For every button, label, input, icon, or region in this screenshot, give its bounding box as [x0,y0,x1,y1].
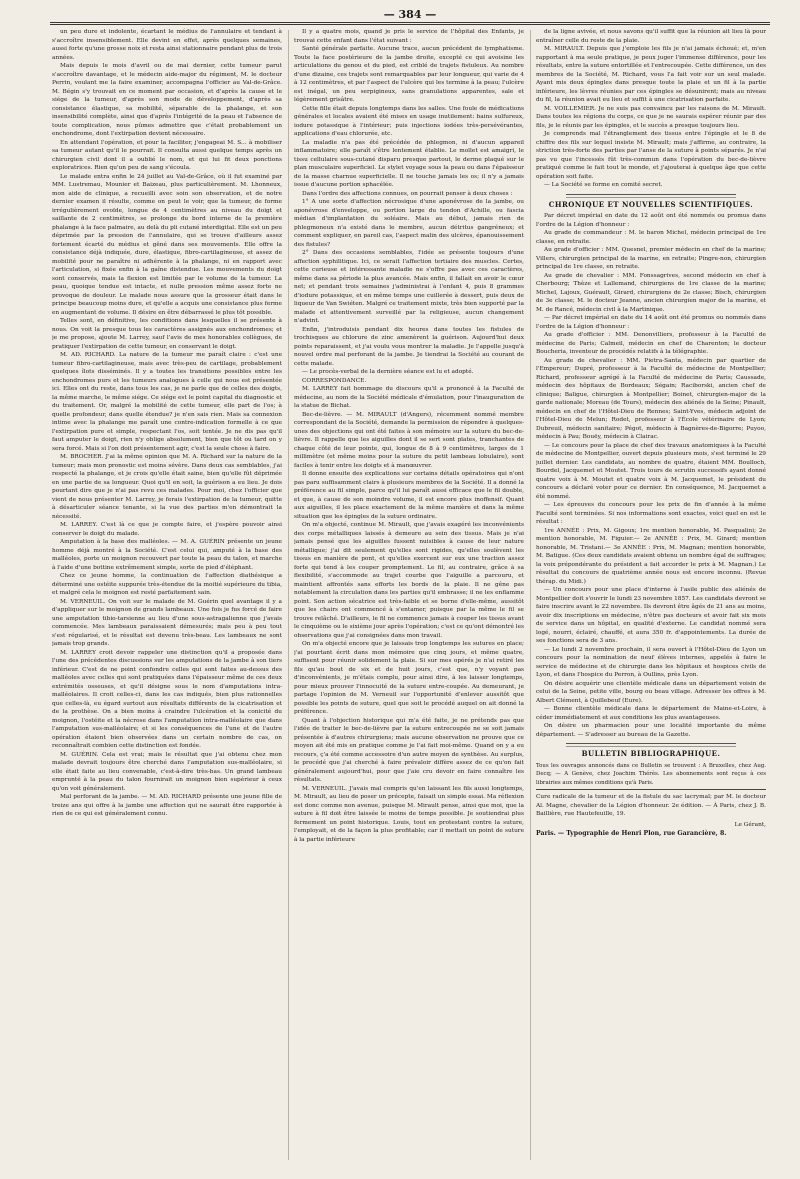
paragraph: Cette fille était depuis longtemps dans les salles. Une foule de médications générales et locales avaient été mises en usage inutilement: bains sulfureux, iodure potassique à l'intérieur; puis injections iodées très-persévérantes, applications d'eau chlorurée, etc. [294,105,524,137]
paragraph: — La Société se forme en comité secret. [544,182,663,188]
column-3 [536,28,766,1168]
paragraph: 2° Dans des occasions semblables, l'idée se présente toujours d'une affection syphilitique. Ici, ce serait l'affection tertiaire des muscles. Certes, cette curieuse et intéressante maladie ne s'offre pas avec ces caractères, même dans sa période la plus avancée. Mais enfin, il fallait en avoir le cœur net; et pendant trois semaines j'administrai à l'enfant 4, puis 8 grammes d'iodure potassique, et en même temps une cuillerée à dessert, puis deux de liqueur de Van Swiéten. Malgré ce traitement mixte, très bien supporté par la malade et attentivement surveillé par la religieuse, aucun changement n'advint. [294,250,524,324]
paragraph: On désire un pharmacien pour une localité importante du même département. — S'adresser au bureau de la Gazette. [536,723,766,738]
paragraph: Bec-de-lièvre. — M. MIRAULT (d'Angers), récemment nommé membre correspondant de la Société, demande la permission de répondre à quelques-unes des objections qui ont été faites à son mémoire sur la suture du bec-de-lièvre. Il rappelle que les aiguilles dont il se sert sont plates, tranchantes de chaque côté de leur pointe, qui, longue de 8 à 9 centimètres, larges de 1 millimètre (et même moins pour la suture du petit lambeau lobulaire), sont faciles à tenir entre les doigts et à manœuvrer. [294,411,524,469]
paragraph: M. VERNEUIL. On voit sur le malade de M. Guérin quel avantage il y a d'appliquer sur le moignon de grands lambeaux. Une fois je fus forcé de faire une amputation tibio-tarsienne au lieu d'une sous-astragalienne que j'avais commencée. Mes lambeaux paraissaient démesurés; mais peu à peu tout s'est régularisé, et le résultat est devenu très-beau. Les lambeaux ne sont jamais trop grands. [52,598,282,647]
page-number: — 384 — [383,8,437,21]
paragraph: Enfin, j'introduisis pendant dix heures dans toutes les fistules de trochisques au chlorure de zinc amenèrent la guérison. Aujourd'hui deux points reparaissent, et j'ai voulu vous montrer la maladie. Je l'appelle jusqu'à nouvel ordre mal perforant de la jambe. Je tiendrai la Société au courant de cette malade. [294,326,524,367]
paragraph: 1° A une sorte d'affection nécrosique d'une aponévrose de la jambe, ou aponévrose d'enveloppe, ou portion large du tendon d'Achille, ou fascia médian d'implantation du soléaire. Mais au début, jamais rien de phlegmoneux n'a existé dans le membre, aucun détritus gangréneux; et comment expliquer, en pareil cas, l'aspect malin des ulcères, épanouissement des fistules? [294,199,524,248]
paragraph: Au grade de chevalier : MM. Pietra-Santa, médecin par quartier de l'Empereur; Dupré, professeur à la Faculté de médecine de Montpellier; Richard, professeur agrégé à la Faculté de médecine de Paris; Caussade, médecin des hôpitaux de Bordeaux; Ségain; Raciborski, ancien chef de clinique; Baligue, chirurgien à Montpellier; Boinet, chirurgien-major de la garde nationale; Moreau (de Tours), médecin des aliénés de la Seine; Pinault, médecin en chef de l'Hôtel-Dieu de Rennes; Saint-Yves, médecin adjoint de l'Hôtel-Dieu de Melun; Rodet, professeur à l'École vétérinaire de Lyon; Dubreuil, médecin sanitaire; Pégot, médecin à Bagnères-de-Bigorre; Puyoo, médecin à Pau; Bouëy, médecin à Clairac. [536,357,766,440]
section-separator [566,194,736,198]
paragraph: M. BROCHER. J'ai la même opinion que M. A. Richard sur la nature de la tumeur; mais mon pronostic est moins sévère. Dans deux cas semblables, j'ai respecté la phalange, et je crois qu'elle était saine, bien qu'elle fût déprimée en une partie de sa longueur. Quoi qu'il en soit, la guérison a eu lieu. Je dois pourtant dire que je n'ai pas revu ces malades. Pour moi, chez l'officier que vient de nous présenter M. Larrey, je ferais l'extirpation de la tumeur, quitte à désarticuler séance tenante, si la vue des parties m'en démontrait la nécessité. [52,454,282,520]
paragraph: Chez ce jeune homme, la continuation de l'affection diathésique a déterminé une ostéite suppurée très-étendue de la moitié supérieure du tibia, et malgré cela le moignon est resté parfaitement sain. [52,573,282,596]
paragraph: — Bonne clientèle médicale dans le département de Maine-et-Loire, à céder immédiatement et aux conditions les plus avantageuses. [536,706,766,721]
paragraph: Au grade d'officier : MM. Denonvilliers, professeur à la Faculté de médecine de Paris; Calmeil, médecin en chef de Charenton; le docteur Boucheria, inventeur de procédés relatifs à la télégraphie. [536,332,766,355]
column-divider [288,30,289,1160]
paragraph: Au grade de chevalier : MM. Fonssagrives, second médecin en chef à Cherbourg; Thèze et Lallemand, chirurgiens de 1re classe de la marine; Michel, Lajoux, Guérault, Girard, chirurgiens de 2e classe; Bisch, chirurgien de 3e classe; M. le docteur Jeanne, ancien chirurgien major de la marine, et M. de Rancé, médecin civil à la Martinique. [536,272,766,313]
paragraph: M. MIRAULT. Depuis que j'emploie les fils je n'ai jamais échoué; et, m'en rapportant à ma seule pratique, je peux juger l'immense différence, pour les résultats, entre la suture entortillée et l'entrecoupée. Cette différence, un des membres de la Société, M. Richard, vous l'a fait voir sur un seul malade. Ayant mis deux épingles dans presque toute la plaie et un fil à la partie inférieure, les lèvres réunies par ces épingles se désunirent; mais au niveau du fil, la réunion avait eu lieu et suffit à une cicatrisation parfaite. [536,46,766,103]
paragraph: Au grade d'officier : MM. Quesnel, premier médecin en chef de la marine; Villers, chirurgien principal de la marine, en retraite; Pingre-non, chirurgien principal de 1re classe, en retraite. [536,247,766,270]
paragraph: M. VOILLEMIER. Je ne suis pas convaincu par les raisons de M. Mirault. Dans toutes les régions du corps, ce que je ne saurais espérer réunir par des fils, je le réunis par les épingles, et le succès a presque toujours lieu. [536,105,766,129]
paragraph: M. VERNEUIL. J'avais mal compris qu'en laissant les fils aussi longtemps, M. Mirault, au lieu de poser un précepte, faisait un simple essai. Ma réflexion est donc comme non avenue, puisque M. Mirault pense, ainsi que moi, que la suture à fil doit être laissée le moins de temps possible. Je soutiendrai plus fermement un point historique. Louis, tout en protestant contre la suture, l'employait, et de la façon la plus profitable; car il mettait un point de suture à la partie inférieure [294,785,524,843]
paragraph: CORRESPONDANCE. [302,377,367,384]
paragraph: Quant à l'objection historique qui m'a été faite, je ne prétends pas que l'idée de traiter le bec-de-lièvre par la suture entrecoupée ne se soit jamais présentée à d'autres chirurgiens; mais aucune observation ne prouve que ce moyen ait été mis en pratique comme je l'ai fait moi-même. Quand on y a eu recours, ç'a été comme accessoire d'un autre moyen de synthèse. Au surplus, le procédé que j'ai cherché à faire prévaloir diffère assez de ce qu'on fait généralement aujourd'hui, pour que j'aie cru devoir en faire connaître les résultats. [294,717,524,783]
header-rule [50,22,770,25]
column-2 [294,28,524,1168]
paragraph: de la ligne avivée, et nous savons qu'il suffit que la réunion ait lieu là pour entraîner celle du reste de la plaie. [536,29,766,44]
column-divider [530,30,531,1160]
paragraph: Amputation à la base des malléoles. — M. A. GUÉRIN présente un jeune homme déjà montré à la Société. C'est celui qui, amputé à la base des malléoles, porte un moignon recouvert par toute la peau du talon, et marche à l'aide d'une bottine extrêmement simple, sorte de pied d'éléphant. [52,539,282,571]
paragraph: On m'a objecté, continue M. Mirault, que j'avais exagéré les inconvénients des corps métalliques laissés à demeure au sein des tissus. Mais je n'ai jamais pensé que les aiguilles fussent nuisibles à cause de leur nature métallique; j'ai dit seulement qu'elles sont rigides, qu'elles soulèvent les tissus en manière de pont, et qu'elles exercent sur eux une traction assez forte qui tend à les couper promptement. Le fil, au contraire, grâce à sa flexibilité, s'accommode au trajet courbe que l'aiguille a parcouru, et maintient affrontés sans efforts les bords de la plaie. Il ne gêne pas notablement la circulation dans les parties qu'il embrasse; il ne les enflamme point. Son action sécatrice est très-faible et se borne d'elle-même, aussitôt que les chairs ont commencé à s'entamer, puisque par la même le fil se trouve relâché. D'ailleurs, le fil ne commence jamais à couper les tissus avant le cinquième ou le sixième jour après l'opération; c'est ce qu'ont démontré les observations que j'ai consignées dans mon travail. [294,522,524,639]
column-1 [52,28,282,1168]
paragraph: Au grade de commandeur : M. le baron Michel, médecin principal de 1re classe, en retraite. [536,230,766,245]
bulletin-title: BULLETIN BIBLIOGRAPHIQUE. [581,749,721,758]
paragraph: 1re ANNÉE : Prix, M. Gigoux; 1re mention honorable, M. Pasqualini; 2e mention honorable, M. Figuier.— 2e ANNÉE : Prix, M. Girard; mention honorable, M. Tristani.— 3e ANNÉE : Prix, M. Magnan; mention honorable, M. Batigue. (Ces deux candidats avaient obtenu un nombre égal de suffrages; la voix prépondérante du président a fait accorder le prix à M. Magnan.) Le résultat du concours de quatrième année nous est encore inconnu. (Revue thérap. du Midi.) [536,527,766,585]
paragraph: M. LARREY fait hommage du discours qu'il a prononcé à la Faculté de médecine, au nom de la Société médicale d'émulation, pour l'inauguration de la statue de Bichat. [294,386,524,409]
bulletin-rule [536,789,766,790]
paragraph: un peu dure et indolente, écartant le médius de l'annulaire et tendant à s'accroître insensiblement. Elle devint en effet, après quelques semaines, aussi forte qu'une grosse noix et resta ainsi stationnaire pendant plus de trois années. [52,29,282,61]
paragraph: Je comprends mal l'étranglement des tissus entre l'épingle et le 8 de chiffre des fils sur lequel insiste M. Mirault; mais j'affirme, au contraire, la striction très-forte des parties par l'anse de la suture à points séparés. Je n'ai pas vu que l'incessés fût très-commun dans l'opération du bec-de-lièvre pratiqué comme le fait tout le monde, et j'ajouterai à quelque âge que cette opération soit faite. [536,131,766,180]
paragraph: — Un concours pour une place d'interne à l'asile public des aliénés de Montpellier doit s'ouvrir le lundi 23 novembre 1857. Les candidats devront se faire inscrire avant le 22 novembre. Ils devront être âgés de 21 ans au moins, avoir dix inscriptions en médecine, n'être pas docteurs et avoir fait six mois de service dans un hôpital, en qualité d'externe. Le candidat nommé sera logé, nourri, éclairé, chauffé, et aura 350 fr. d'appointements. La durée de ses fonctions sera de 3 ans. [536,587,766,644]
paragraph: — Par décret impérial en date du 14 août ont été promus ou nommés dans l'ordre de la Légion d'honneur : [536,315,766,330]
paragraph: Il donne ensuite des explications sur certains détails opératoires qui n'ont pas paru suffisamment clairs à plusieurs membres de la Société. Il a donné la préférence au fil simple, parce qu'il lui paraît aussi efficace que le fil double, et que, à cause de son moindre volume, il est encore plus inoffensif. Quant aux aiguilles, il les place exactement de la même manière et dans la même situation que les épingles de la suture ordinaire. [294,471,524,520]
paragraph: — Le concours pour la place de chef des travaux anatomiques à la Faculté de médecine de Montpellier, ouvert depuis plusieurs mois, s'est terminé le 29 juillet dernier. Les candidats, au nombre de quatre, étaient MM. Boulloch, Bourdel, Jacquemet et Moutet. Trois tours de scrutin successifs ayant donné quatre voix à M. Moutet et quatre voix à M. Jacquemet, le président du concours a déclaré voter pour ce dernier. En conséquence, M. Jacquemet a été nommé. [536,442,766,500]
paragraph: Il y a quatre mois, quand je pris le service de l'hôpital des Enfants, je trouvai cette enfant dans l'état suivant : [294,29,524,44]
chronique-section [536,212,766,739]
page-header [50,8,770,22]
paragraph: Telles sont, en définitive, les conditions dans lesquelles il se présente à nous. On voit la presque tous les caractères assignés aux enchondromes; et je me propose, ajoute M. Larrey, sauf l'avis de mes honorables collègues, de pratiquer l'extirpation de cette tumeur, en conservant le doigt. [52,318,282,350]
signature: Le Gérant, [734,821,766,828]
imprint: Paris. — Typographie de Henri Plon, rue Garancière, 8. [536,830,727,837]
column-3-intro [536,28,766,190]
paragraph: Mais depuis le mois d'avril ou de mai dernier, cette tumeur parut s'accroître davantage, et le médecin aide-major du régiment, M. le docteur Perrin, voulant me la faire examiner, accompagna l'officier au Val-de-Grâce. M. Bégin s'y trouvait en ce moment par occasion, et d'après la cause et le siége de la tumeur, d'après son mode de développement, d'après sa consistance élastique, sa mobilité, séparable de la phalange, et son insensibilité complète, ainsi que d'après l'intégrité de la peau et l'absence de toute complication, nous pûmes admettre que c'était probablement un enchondrome, dont l'extirpation devient nécessaire. [52,63,282,137]
paragraph: Santé générale parfaite. Aucune trace, aucun précédent de lymphatisme. Toute la face postérieure de la jambe droite, excepté ce qui avoisine les articulations du genou et du pied, est criblé de trajets fistuleux. Au nombre d'une dizaine, ces trajets sont remarquables par leur longueur, qui varie de 4 à 12 centimètres, et par l'aspect de l'ulcère qui les termine à la peau; l'ulcère est inégal, un peu serpigineux, sans granulations apparentes, sale et légèrement grisâtre. [294,46,524,103]
paragraph: En attendant l'opération, et pour la faciliter, j'engageai M. S... à mobiliser sa tumeur autant qu'il le pourrait. Il consulta aussi quelque temps après un chirurgien civil dont il a oublié le nom, et qui lui fit deux ponctions exploratrices. Rien qu'un peu de sang s'écoula. [52,139,282,171]
paragraph: M. LARREY croit devoir rappeler une distinction qu'il a proposée dans l'une des précédentes discussions sur les amputations de la jambe à son tiers inférieur. C'est de ne point confondre celles qui sont faites au-dessus des malléoles avec celles qui sont pratiquées dans l'épaisseur même de ces deux extrémités osseuses, et qu'il désigne sous le nom d'amputations intra-malléolaires. Il croit celles-ci, dans les cas indiqués, bien plus rationnelles que celles-là, eu égard surtout aux résultats différents de la cicatrisation et de la prothèse. On a bien moins à craindre l'ulcération et la conicité du moignon, l'ostéite et la nécrose dans l'amputation intra-malléolaire que dans l'amputation sus-malléolaire; et si les conséquences de l'une et de l'autre opération étaient bien observées dans un certain nombre de cas, on reconnaîtrait combien cette distinction est fondée. [52,649,282,749]
paragraph: M. GUÉRIN. Cela est vrai; mais le résultat que j'ai obtenu chez mon malade devrait toujours être cherché dans l'amputation sus-malléolaire, si elle était faite au lieu convenable, c'est-à-dire très-bas. Un grand lambeau emprunté à la peau du talon fournirait un moignon bien supérieur à ceux qu'on voit généralement. [52,751,282,792]
paragraph: — Les épreuves du concours pour les prix de fin d'année à la même Faculté sont terminées. Si nos informations sont exactes, voici quel en est le résultat : [536,502,766,525]
paragraph: — Le lundi 2 novembre prochain, il sera ouvert à l'Hôtel-Dieu de Lyon un concours pour la nomination de neuf élèves internes, appelés à faire le service de médecine et de chirurgie dans les hôpitaux et hospices civils de Lyon, et dans l'hospice du Perron, à Oullins, près Lyon. [536,646,766,678]
paragraph: La maladie n'a pas été précédée de phlegmon, ni d'aucun appareil inflammatoire; elle paraît s'être lentement établie. Le mollet est amaigri, le tissu cellulaire sous-cutané disparu presque partout, le derme plaqué sur le plan musculaire superficiel. Le stylet voyage sous la peau ou dans l'épaisseur de la masse charnue superficielle. Il ne touche jamais les os; il n'y a jamais issue d'aucune portion sphacélée. [294,139,524,188]
chronique-title: CHRONIQUE ET NOUVELLES SCIENTIFIQUES. [548,199,754,209]
paragraph: — Le procès-verbal de la dernière séance est lu et adopté. [302,369,474,375]
paragraph: On désire acquérir une clientèle médicale dans un département voisin de celui de la Seine, petite ville, bourg ou beau village. Adresser les offres à M. Albert Clément, à Quillebeuf (Eure). [536,680,766,704]
paragraph: Par décret impérial en date du 12 août ont été nommés ou promus dans l'ordre de la Légion d'honneur : [536,213,766,228]
section-separator [566,743,736,747]
bulletin-item: Cure radicale de la tumeur et de la fistule du sac lacrymal; par M. le docteur Al. Magne, chevalier de la Légion d'honneur. 2e édition. — À Paris, chez J. B. Baillière, rue Hautefeuille, 19. [536,794,766,817]
paragraph: Dans l'ordre des affections connues, on pourrait penser à deux choses : [302,190,513,197]
bulletin-intro: Tous les ouvrages annoncés dans ce Bulletin se trouvent : A Bruxelles, chez Aug. Decq; — A Genève, chez Joachim Thérès. Les abonnements sont reçus à ces librairies aux mêmes conditions qu'à Paris. [536,762,766,786]
paragraph: M. LARREY. C'est là ce que je compte faire, et j'espère pouvoir ainsi conserver le doigt du malade. [52,522,282,537]
paragraph: Le malade entra enfin le 24 juillet au Val-de-Grâce, où il fut examiné par MM. Lustremau, Mounier et Baizeau, plus particulièrement. M. Lhonneux, mon aide de clinique, a recueilli avec soin son observation, et de notre dernier examen il résulte, comme on peut le voir, que la tumeur, de forme irrégulièrement ovoïde, longue de 4 centimètres au niveau du doigt et saillante de 2 centimètres, se prolonge du bord interne de la première phalange à la face palmaire, au delà du pli cutané interdigital. Elle est un peu déprimée par la pression de l'annulaire, qui se trouve d'ailleurs assez fortement écarté du médius et gêné dans ses mouvements. Elle offre la consistance déjà indiquée, dure, élastique, fibro-cartilagineuse, et assez de mobilité pour ne paraître ni adhérente à la phalange, ni en rapport avec l'articulation, si fixée enfin à la gaîne distendue. Les mouvements du doigt sont conservés, mais la flexion est limitée par le volume de la tumeur. La peau, quoique tendue est intacte, et nulle pression même assez forte ne provoque de douleur. Le malade nous assure que la grosseur était dans le principe beaucoup moins dure, et qu'elle a acquis une consistance plus ferme en augmentant de volume. Il désire en être débarrassé le plus tôt possible. [52,173,282,316]
paragraph: On m'a objecté encore que je laissais trop longtemps les sutures en place; j'ai pourtant écrit dans mon mémoire que cinq jours, et même quatre, suffisent pour réunir solidement la plaie. Si sur mes opérés je n'ai retiré les fils qu'au bout de six et de huit jours, c'est que, n'y voyant pas d'inconvénients, je m'étais complu, pour ainsi dire, à les laisser longtemps, pour mieux prouver l'innocuité de la suture entre-coupée. Au demeurant, je partage l'opinion de M. Verneuil sur l'opportunité d'enlever aussitôt que possible les points de suture, quel que soit le procédé auquel on ait donné la préférence. [294,641,524,715]
paragraph: Mal perforant de la jambe. — M. AD. RICHARD présente une jeune fille de treize ans qui offre à la jambe une affection qui ne saurait être rapportée à rien de ce qui est généralement connu. [52,794,282,817]
paragraph: M. AD. RICHARD. La nature de la tumeur me paraît claire : c'est une tumeur fibro-cartilagineuse, mais avec très-peu de cartilage, probablement quelques îlots disséminés. Il y a toutes les transitions possibles entre les enchondromes purs et les tumeurs analogues à celle qui nous est présentée ici. Elles ont du reste, dans tous les cas, je ne parle que de celles des doigts, la même marche, le même siége. Ce siége est le point capital du diagnostic et du traitement. Or, malgré la mobilité de cette tumeur, elle part de l'os; à quelle profondeur, dans quelle étendue? je n'en sais rien. Mais sa connexion intime avec la phalange me paraît une contre-indication formelle à ce que l'extirpation pure et simple, respectant l'os, soit tentée. Je ne dis pas qu'il faut amputer le doigt, rien n'y oblige absolument, bien que tôt ou tard on y sera forcé. Mais si l'on doit présentement agir, c'est la seule chose à faire. [52,352,282,452]
